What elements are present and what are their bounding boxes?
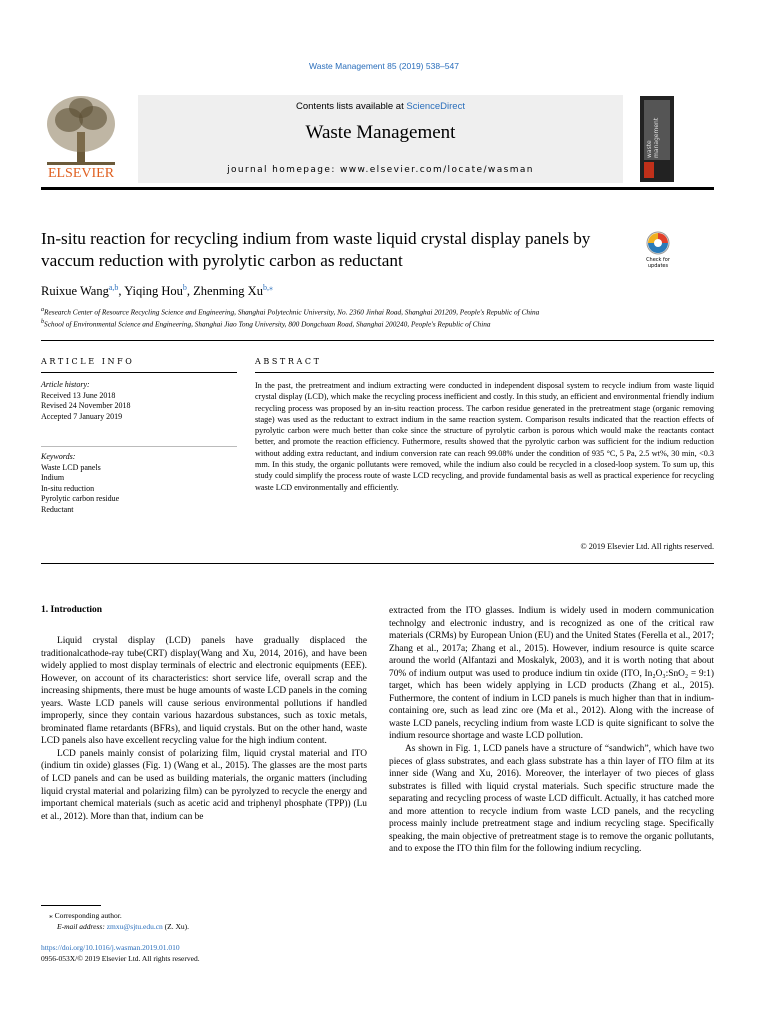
abstract-bottom-rule xyxy=(41,563,714,564)
author-name[interactable]: Ruixue Wang xyxy=(41,284,109,299)
corresponding-author-footnote: ⁎ Corresponding author. E-mail address: zmxu@sjtu.edu.cn (Z. Xu). xyxy=(49,911,190,931)
body-paragraph: LCD panels mainly consist of polarizing film, liquid crystal material and ITO (indium tin oxide) glasses (Fig. 1) (Wang et al., 2015). The glasses are the most parts of LCD panels and can be used as building materials, the organic matters (including liquid crystal material and polarizing film) can be pyrolyzed to recycle the energy and important chemical materials (such as acetic acid and triphenyl phosphate (TPP)) (Lu et al., 2012). More than that, indium can be xyxy=(41,748,367,822)
journal-citation[interactable]: Waste Management 85 (2019) 538–547 xyxy=(309,61,459,71)
history-revised: Revised 24 November 2018 xyxy=(41,401,131,411)
affiliation-b: $^b$School of Environmental Science and Engineering, Shanghai Jiao Tong University, 800 Dongchuan Road, Shanghai 200240, People's Republic of China xyxy=(41,319,491,329)
body-column-left xyxy=(41,635,367,823)
sciencedirect-link[interactable]: ScienceDirect xyxy=(406,101,465,112)
body-paragraph: Liquid crystal display (LCD) panels have gradually displaced the traditionalcathode-ray tube(CRT) display(Wang and Xu, 2014, 2016), and have been widely applied to most display terminals of electric and electronic equipments (EEE). However, on account of its characteristics: short service life, overall scrap and the increasing shipments, there must be huge amounts of waste LCD panels in the coming years. Waste LCD panels will cause serious environmental pollutions if handled improperly, since they contain various hazardous substances, such as toxic metals, brominated flame retardants (BFRs), and liquid crystals. But on the other hand, waste LCD panels also have excellent recycling value for the high indium content. xyxy=(41,636,367,747)
affiliation-rule xyxy=(41,340,714,341)
article-info-heading: ARTICLE INFO xyxy=(41,357,135,366)
history-received: Received 13 June 2018 xyxy=(41,390,116,400)
article-title: In-situ reaction for recycling indium from waste liquid crystal display panels by vaccum reduction with pyrolytic carbon as reductant xyxy=(41,229,591,270)
crossmark-label: Check for updates xyxy=(646,257,670,269)
keywords: Keywords: Waste LCD panels Indium In-situ reduction Pyrolytic carbon residue Reductant xyxy=(41,452,120,514)
abstract-rule xyxy=(255,372,714,373)
keyword: Waste LCD panels xyxy=(41,462,101,472)
cover-title: waste management xyxy=(646,117,660,158)
author-name[interactable]: Yiqing Hou xyxy=(124,284,183,299)
body-paragraph: As shown in Fig. 1, LCD panels have a structure of “sandwich”, which have two pieces of glass substrates, and each glass substrate has a thin layer of ITO film at its inner side (Wang and Xu, 2016). Moreover, the interlayer of two pieces of glass substrates is filled with liquid crystal materials. Such specific structure made the separating and recycling process of waste LCD difficult. Actually, it has catched more and more attention to recycle indium from waste LCD panels, and the recycling process mainly include pretreatment stage and indium recycling stage. Specifically speaking, the main objective of pretreatment stage is to remove the organic pollutants, and to expose the ITO thin film for the following indium recycling. xyxy=(389,744,714,855)
section-title: 1. Introduction xyxy=(41,605,103,615)
author-name[interactable]: Zhenming Xu xyxy=(193,284,263,299)
header-rule xyxy=(41,187,714,190)
doi-link[interactable]: https://doi.org/10.1016/j.wasman.2019.01.010 xyxy=(41,943,180,952)
history-accepted: Accepted 7 January 2019 xyxy=(41,411,123,421)
abstract-copyright: © 2019 Elsevier Ltd. All rights reserved. xyxy=(580,542,714,551)
elsevier-logo xyxy=(41,92,121,184)
keyword: Reductant xyxy=(41,504,74,514)
journal-masthead xyxy=(138,95,623,183)
keyword: Indium xyxy=(41,473,65,483)
journal-homepage[interactable]: journal homepage: www.elsevier.com/locate/wasman xyxy=(227,165,534,175)
author-affiliation-mark[interactable]: b,⁎ xyxy=(262,283,273,292)
journal-title: Waste Management xyxy=(305,122,456,143)
keywords-rule xyxy=(41,446,237,447)
author-affiliation-mark[interactable]: a,b xyxy=(108,283,119,292)
author-email-link[interactable]: zmxu@sjtu.edu.cn xyxy=(106,922,163,931)
affiliation-a: $^a$Research Center of Resource Recycling Science and Engineering, Shanghai Polytechnic University, No. 2360 Jinhai Road, Shanghai 201209, People's Republic of China xyxy=(41,307,540,317)
keyword: Pyrolytic carbon residue xyxy=(41,494,120,504)
check-for-updates-badge[interactable] xyxy=(640,230,676,270)
contents-line: Contents lists available at ScienceDirect xyxy=(296,101,465,112)
publisher-name: ELSEVIER xyxy=(47,166,115,181)
keyword: In-situ reduction xyxy=(41,483,95,493)
abstract-text: In the past, the pretreatment and indium extracting were conducted in independent disposal system to recycle indium from waste liquid crystal display (LCD), which make the recycling process inefficient and costly. In this study, an efficient and environmental friendly indium recycling process was proposed by an in-situ reaction process. The carbon residue generated in the pretreatment stage (organic removing stage) was used as the reductant to extract indium in the same reaction system. Comparison results indicated that the reaction effects of pyrolytic carbon were much better than coke since the structure of pyrolytic carbon is porous which would make the reactants contact better, and promote the reaction efficiency. Futhermore, results showed that the pyrolytic carbon was sufficient for the indium reduction without adding extra reductant, and indium conversion rate can reach 99.08% under the condition of 935 °C, 5 Pa, 2.5 wt%, 30 min, <0.3 mm. In this study, the organic pollutants were removed, while the indium also could be recycled in a closed-loop system. To sum up, this study could simplify the process route of waste LCD recycling, and provide fundamental basis as well as practical experience for recycling waste LCD environmentally and efficiently. xyxy=(255,381,714,492)
article-info-rule xyxy=(41,372,237,373)
body-column-right xyxy=(389,605,714,856)
author-list: Ruixue Wang$^{a,b}$, Yiqing Hou$^b$, Zhenming $Xu^{b,⁎}$ xyxy=(41,283,273,299)
footnote-rule xyxy=(41,905,101,906)
article-history: Article history: Received 13 June 2018 Revised 24 November 2018 Accepted 7 January 2019 xyxy=(41,380,131,421)
body-paragraph: extracted from the ITO glasses. Indium is widely used in modern communication technolgy and electronic industry, and is recognized as one of the critical raw materials (CRMs) by European Union (EU) and the United States (Ferella et al., 2017; Zhang et al., 2017a; Zhang et al., 2015). However, indium resource is quite scarce around the world (Alfantazi and Moskalyk, 2003), and it is worth noting that about 70% of indium output was used to produce indium tin oxide (ITO, In₂O₃:SnO₂ = 9:1) target, which has been widely applying in LCD products (Zhang et al., 2015). Futhermore, the content of indium in LCD panels is much higher than that in indium-containing ore, such as lead zinc ore (Ma et al., 2012). Along with the increase of waste LCD panels, recycling indium from waste LCD is quite significant to solve the indium resource shortage and waste LCD pollution. xyxy=(389,606,714,742)
journal-cover-thumbnail xyxy=(640,96,674,182)
doi-block xyxy=(41,942,200,964)
author-affiliation-mark[interactable]: b xyxy=(182,283,187,292)
abstract-heading: ABSTRACT xyxy=(255,357,322,366)
crossmark-icon xyxy=(640,230,676,258)
issn-line: 0956-053X/© 2019 Elsevier Ltd. All rights reserved. xyxy=(41,954,200,963)
